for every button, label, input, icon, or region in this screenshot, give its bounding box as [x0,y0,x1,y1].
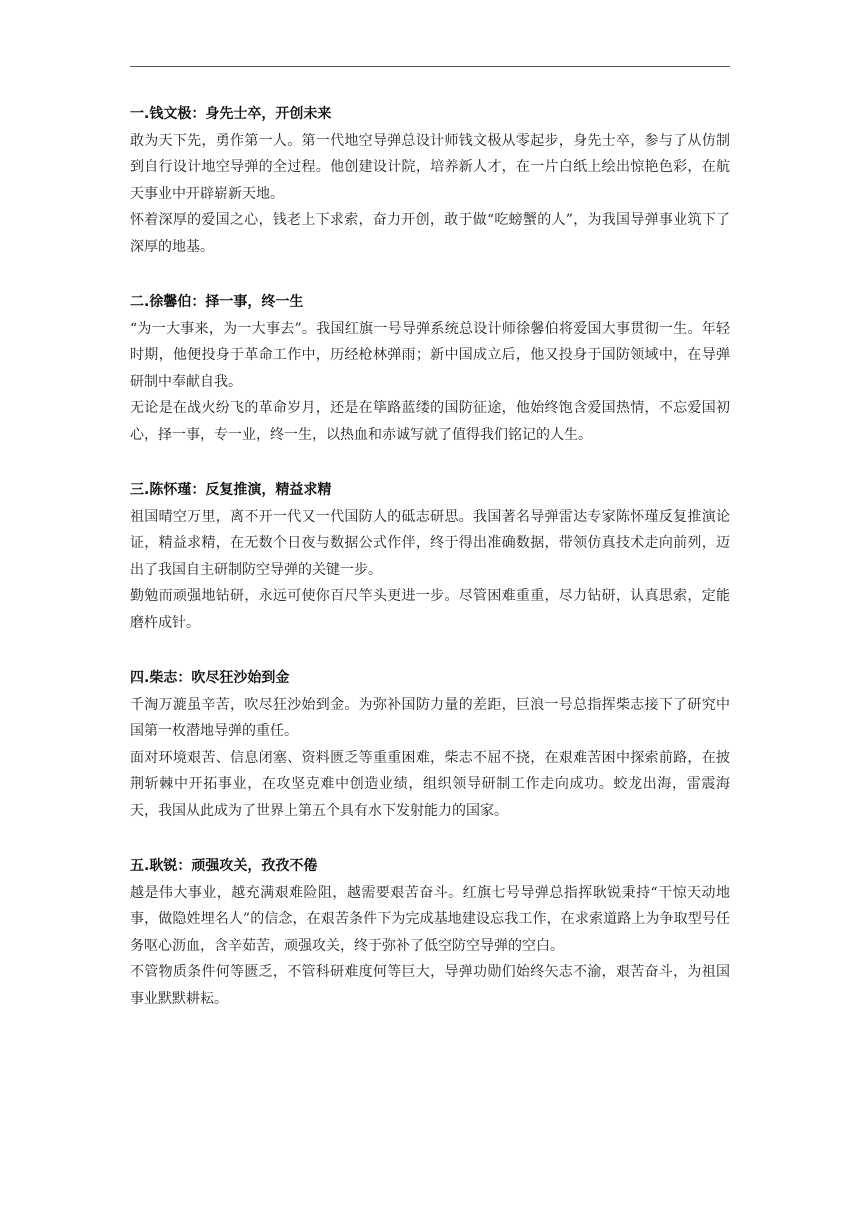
header-rule [130,66,730,67]
paragraph: “为一大事来，为一大事去”。我国红旗一号导弹系统总设计师徐馨伯将爱国大事贯彻一生。年轻时期，他便投身于革命工作中，历经枪林弹雨；新中国成立后，他又投身于国防领域中，在导弹研制中奉献自我。 [130,320,730,390]
paragraph: 越是伟大事业，越充满艰难险阻，越需要艰苦奋斗。红旗七号导弹总指挥耿锐秉持“干惊天动地事，做隐姓埋名人”的信念，在艰苦条件下为完成基地建设忘我工作，在求索道路上为争取型号任务呕心沥血，含辛茹苦，顽强攻关，终于弥补了低空防空导弹的空白。 [130,884,730,954]
paragraph: 千淘万漉虽辛苦，吹尽狂沙始到金。为弥补国防力量的差距，巨浪一号总指挥柴志接下了研究中国第一枚潜地导弹的重任。 [130,696,730,739]
paragraph: 祖国晴空万里，离不开一代又一代国防人的砥志研思。我国著名导弹雷达专家陈怀瑾反复推演论证，精益求精，在无数个日夜与数据公式作伴，终于得出准确数据，带领仿真技术走向前列，迈出了我国自主研制防空导弹的关键一步。 [130,508,730,578]
document-body [130,101,730,1041]
paragraph: 勤勉而顽强地钻研，永远可使你百尺竿头更进一步。尽管困难重重，尽力钻研，认真思索，定能磨杵成针。 [130,588,730,631]
paragraph: 面对环境艰苦、信息闭塞、资料匮乏等重重困难，柴志不屈不挠，在艰难苦困中探索前路，在披荆斩棘中开拓事业，在攻坚克难中创造业绩，组织领导研制工作走向成功。蛟龙出海，雷震海天，我国从此成为了世界上第五个具有水下发射能力的国家。 [130,749,730,819]
section-title: 四.柴志：吹尽狂沙始到金 [130,670,290,686]
section-title: 二.徐馨伯：择一事，终一生 [130,294,304,310]
paragraph: 怀着深厚的爱国之心，钱老上下求索，奋力开创，敢于做“吃螃蟹的人”，为我国导弹事业筑下了深厚的地基。 [130,212,730,255]
section-xu-xinbo [130,289,730,448]
section-title: 一.钱文极：身先士卒，开创未来 [130,106,332,122]
paragraph: 无论是在战火纷飞的革命岁月，还是在筚路蓝缕的国防征途，他始终饱含爱国热情，不忘爱国初心，择一事，专一业，终一生，以热血和赤诚写就了值得我们铭记的人生。 [130,400,730,443]
section-title: 五.耿锐：顽强攻关，孜孜不倦 [130,858,318,874]
paragraph: 敢为天下先，勇作第一人。第一代地空导弹总设计师钱文极从零起步，身先士卒，参与了从仿制到自行设计地空导弹的全过程。他创建设计院，培养新人才，在一片白纸上绘出惊艳色彩，在航天事业中开辟崭新天地。 [130,132,730,202]
section-chen-huaijin [130,477,730,636]
section-qian-wenji [130,101,730,260]
section-geng-rui [130,853,730,1012]
paragraph: 不管物质条件何等匮乏，不管科研难度何等巨大，导弹功勋们始终矢志不渝，艰苦奋斗，为祖国事业默默耕耘。 [130,964,730,1007]
section-title: 三.陈怀瑾：反复推演，精益求精 [130,482,332,498]
section-chai-zhi [130,665,730,824]
